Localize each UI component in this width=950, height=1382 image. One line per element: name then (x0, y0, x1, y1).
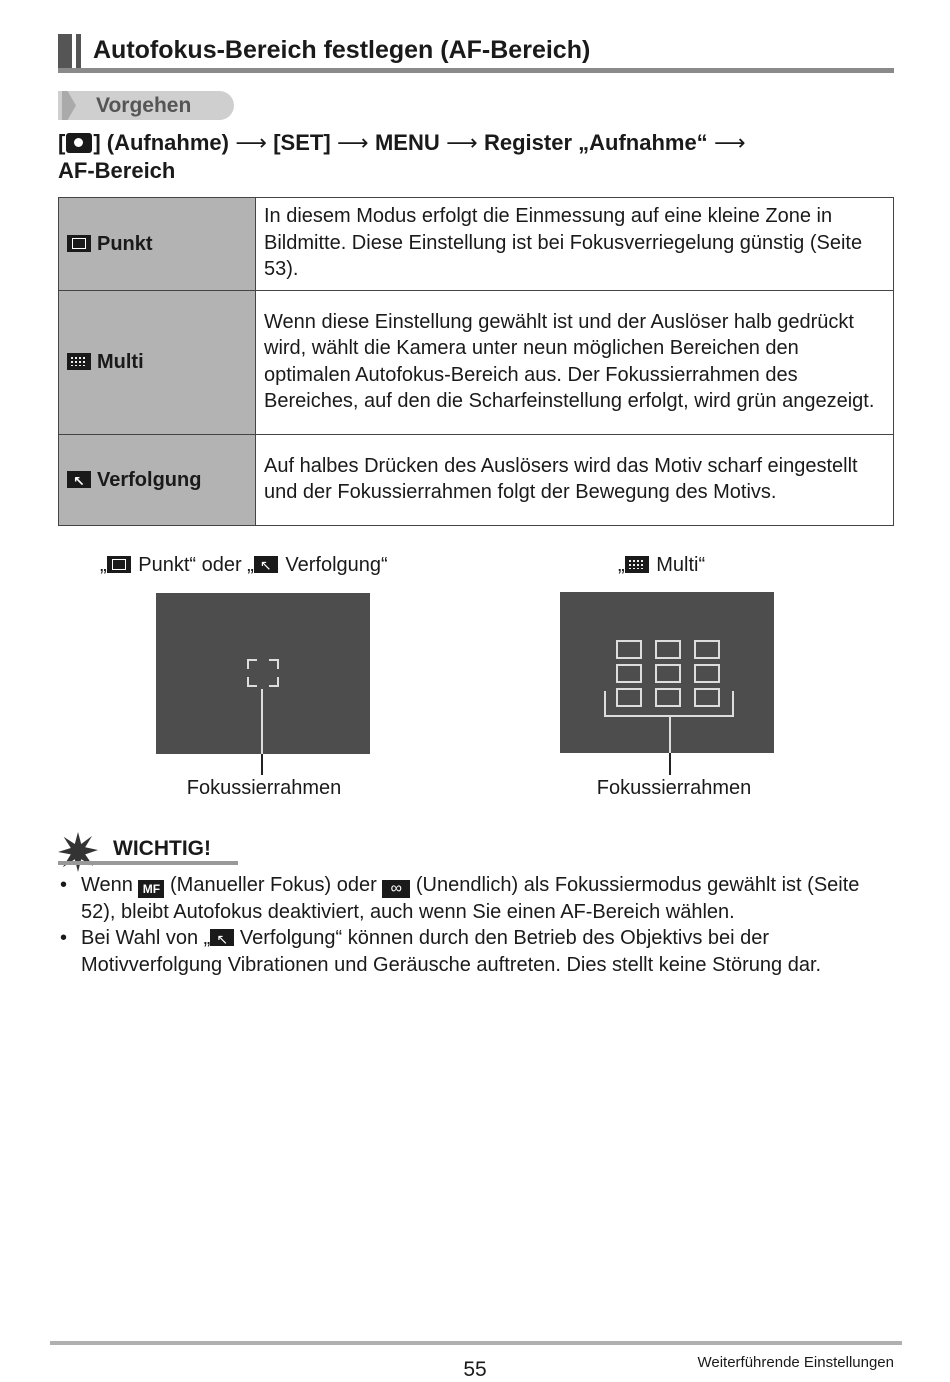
focus-group-bracket (604, 691, 734, 717)
arrow-right-icon: ⟶ (446, 130, 478, 155)
step-set: [SET] (273, 130, 331, 155)
focus-area-box (616, 640, 642, 659)
table-label-cell (59, 291, 256, 435)
step-aufnahme: ] (Aufnahme) (93, 130, 229, 155)
important-notes (58, 872, 898, 979)
tracking-focus-icon (210, 929, 234, 946)
focus-frame-brackets (247, 659, 279, 687)
focus-area-box (616, 664, 642, 683)
multi-focus-icon (67, 353, 91, 370)
footer-section-title: Weiterführende Einstellungen (697, 1354, 894, 1371)
table-description-cell: Wenn diese Einstellung gewählt ist und der Auslöser halb gedrückt wird, wählt die Kamera unter neun möglichen Bereichen den optimalen Autofokus-Bereich aus. Der Fokussierrahmen des Bereiches, auf den die Scharfeinstellung erfolgt, wird grün angezeigt. (256, 291, 894, 435)
table-description-cell: Auf halbes Drücken des Auslösers wird das Motiv scharf eingestellt und der Fokussierrahmen folgt der Bewegung des Motivs. (256, 435, 894, 526)
important-underline (58, 861, 238, 865)
table-row (59, 435, 894, 526)
right-illustration-caption: „ Multi“ (618, 554, 706, 576)
tracking-focus-icon (67, 471, 91, 488)
manual-focus-icon: MF (138, 880, 164, 898)
af-mode-table (58, 197, 894, 526)
table-description-cell: In diesem Modus erfolgt die Einmessung auf eine kleine Zone in Bildmitte. Diese Einstellung ist bei Fokusverriegelung günstig (Seite 53). (256, 198, 894, 291)
infinity-icon: ∞ (382, 880, 410, 898)
page-number: 55 (463, 1358, 487, 1381)
arrow-right-icon: ⟶ (235, 130, 267, 155)
mode-label: Punkt (97, 232, 153, 255)
left-illustration-caption: „ Punkt“ oder „↖ Verfolgung“ (100, 553, 388, 577)
step-register: Register „Aufnahme“ (483, 130, 708, 155)
focus-area-box (694, 640, 720, 659)
table-label-cell (59, 435, 256, 526)
camera-icon (66, 133, 92, 153)
callout-line-light (669, 717, 671, 753)
callout-line (261, 754, 263, 775)
footer-rule (50, 1341, 902, 1345)
table-row (59, 198, 894, 291)
step-af-bereich: AF-Bereich (58, 158, 176, 183)
multi-focus-icon (625, 556, 649, 573)
spot-focus-icon (67, 235, 91, 252)
title-marker-thin (76, 34, 81, 72)
mode-label: Multi (97, 351, 144, 374)
list-item: • Bei Wahl von „↖ Verfolgung“ können durch den Betrieb des Objektivs bei der Motivverfolgung Vibrationen und Geräusche auftreten. Dies stellt keine Störung dar. (58, 925, 898, 978)
focus-frame-label: Fokussierrahmen (186, 777, 342, 799)
table-row (59, 291, 894, 435)
title-underline (58, 68, 894, 73)
arrow-right-icon: ⟶ (337, 130, 369, 155)
spot-focus-icon (107, 556, 131, 573)
focus-frame-label: Fokussierrahmen (596, 777, 752, 799)
focus-area-box (694, 664, 720, 683)
list-item: • Wenn MF (Manueller Fokus) oder ∞ (Unendlich) als Fokussiermodus gewählt ist (Seite 52), bleibt Autofokus deaktiviert, auch wenn Sie einen AF-Bereich wählen. (58, 872, 898, 925)
important-heading: WICHTIG! (113, 837, 211, 860)
arrow-right-icon: ⟶ (714, 130, 746, 155)
warning-starburst-icon (58, 832, 98, 872)
table-label-cell (59, 198, 256, 291)
mode-label: Verfolgung (97, 468, 202, 491)
callout-line (669, 753, 671, 775)
step-menu: MENU (374, 130, 440, 155)
title-marker (58, 34, 72, 72)
tracking-focus-icon (254, 556, 278, 573)
procedure-badge-label: Vorgehen (96, 94, 192, 117)
page-title: Autofokus-Bereich festlegen (AF-Bereich) (93, 36, 591, 64)
focus-area-box (655, 664, 681, 683)
procedure-path: [ ] (Aufnahme) ⟶ [SET] ⟶ MENU ⟶ Register „Aufnahme“ ⟶ AF-Bereich (58, 130, 746, 183)
focus-area-box (655, 640, 681, 659)
